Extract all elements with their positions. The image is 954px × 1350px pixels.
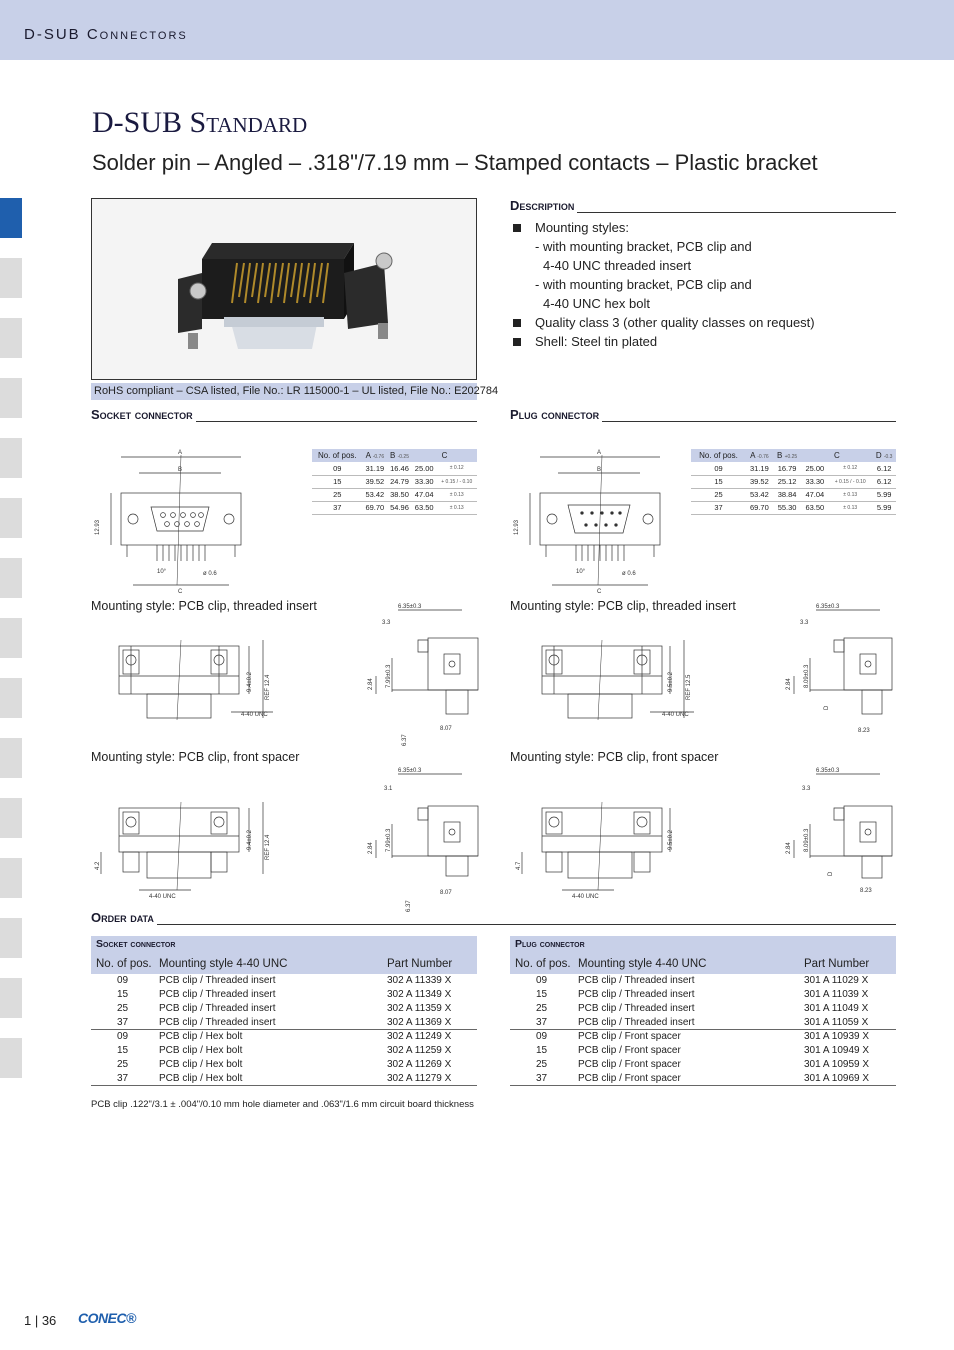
- socket-front-drawing: [91, 445, 251, 597]
- dimension-cell: 31.19: [746, 462, 773, 475]
- order-positions: 37: [117, 1073, 129, 1084]
- col-d: D -0.3: [872, 449, 896, 462]
- svg-text:8.07: 8.07: [440, 890, 452, 896]
- svg-text:6.35±0.3: 6.35±0.3: [816, 768, 840, 774]
- order-positions: 09: [117, 975, 129, 986]
- order-mounting-style: PCB clip / Threaded insert: [159, 975, 276, 986]
- order-positions: 15: [536, 1045, 548, 1056]
- order-positions: 25: [117, 1059, 129, 1070]
- dimension-cell: 69.70: [746, 501, 773, 514]
- order-positions: 09: [536, 1031, 548, 1042]
- svg-text:C: C: [597, 589, 602, 595]
- plug-spacer-top-drawing: [510, 770, 710, 900]
- svg-text:6.35±0.3: 6.35±0.3: [816, 604, 840, 610]
- side-tab[interactable]: [0, 558, 22, 598]
- svg-text:8.23: 8.23: [860, 888, 872, 894]
- order-mounting-style: PCB clip / Threaded insert: [578, 1003, 695, 1014]
- svg-text:B: B: [178, 467, 183, 473]
- svg-text:ø 0.6: ø 0.6: [622, 571, 636, 577]
- description-bullet: Mounting styles:: [510, 218, 896, 237]
- col-b: B -0.25: [387, 449, 412, 462]
- order-mounting-style: PCB clip / Front spacer: [578, 1073, 681, 1084]
- dimension-cell: 25: [691, 488, 746, 501]
- socket-dimension-table: [312, 449, 477, 515]
- order-positions: 37: [536, 1017, 548, 1028]
- plug-front-drawing: [510, 445, 670, 597]
- order-row: [510, 1044, 896, 1058]
- order-row: [510, 974, 896, 988]
- order-part-number: 301 A 10939 X: [804, 1031, 870, 1042]
- description-bullet: Quality class 3 (other quality classes on request): [510, 313, 896, 332]
- order-positions: 09: [117, 1031, 129, 1042]
- order-row: [91, 1044, 477, 1058]
- svg-text:6.35±0.3: 6.35±0.3: [398, 604, 422, 610]
- tolerance-cell: + 0.15 / - 0.10: [436, 475, 477, 488]
- dimension-cell: 5.99: [872, 488, 896, 501]
- page-number: 1 | 36: [24, 1313, 57, 1328]
- dimension-cell: 25.12: [773, 475, 802, 488]
- dimension-row: [312, 462, 477, 475]
- plug-order-header: Plug connector No. of pos. Mounting style 4-40 UNC Part Number: [510, 936, 896, 974]
- tolerance-cell: ± 0.12: [828, 462, 872, 475]
- order-mounting-style: PCB clip / Front spacer: [578, 1045, 681, 1056]
- svg-text:9.4±0.2: 9.4±0.2: [247, 672, 253, 692]
- col-c: C: [412, 449, 477, 462]
- dimension-cell: 39.52: [363, 475, 388, 488]
- svg-text:4-40 UNC: 4-40 UNC: [572, 894, 599, 900]
- dimension-cell: 63.50: [412, 501, 437, 514]
- dimension-cell: 15: [691, 475, 746, 488]
- order-row: [510, 1030, 896, 1044]
- side-tab[interactable]: [0, 258, 22, 298]
- plug-threaded-side-drawing: [780, 600, 896, 750]
- order-part-number: 302 A 11259 X: [387, 1045, 452, 1056]
- col-a: A -0.76: [746, 449, 773, 462]
- page-subtitle: Solder pin – Angled – .318"/7.19 mm – Stamped contacts – Plastic bracket: [92, 150, 818, 175]
- tolerance-cell: ± 0.13: [436, 501, 477, 514]
- order-positions: 15: [117, 989, 129, 1000]
- dimension-row: [691, 462, 896, 475]
- order-positions: 37: [117, 1017, 129, 1028]
- svg-text:REF 12.4: REF 12.4: [265, 674, 271, 700]
- order-part-number: 302 A 11349 X: [387, 989, 452, 1000]
- svg-text:A: A: [597, 450, 602, 456]
- svg-text:6.35±0.3: 6.35±0.3: [398, 768, 422, 774]
- side-tab[interactable]: [0, 1038, 22, 1078]
- svg-text:3.1: 3.1: [384, 786, 393, 792]
- order-part-number: 302 A 11279 X: [387, 1073, 452, 1084]
- svg-text:12.93: 12.93: [95, 519, 101, 535]
- plug-threaded-top-drawing: [510, 620, 710, 730]
- dimension-row: [312, 475, 477, 488]
- rohs-note: RoHS compliant – CSA listed, File No.: LR 115000-1 – UL listed, File No.: E202784: [91, 383, 477, 400]
- order-positions: 09: [536, 975, 548, 986]
- product-photo: [91, 198, 477, 380]
- svg-text:C: C: [178, 589, 183, 595]
- plug-dimension-table: [691, 449, 896, 515]
- svg-text:8.09±0.3: 8.09±0.3: [804, 664, 810, 688]
- tolerance-cell: ± 0.13: [828, 501, 872, 514]
- order-part-number: 302 A 11359 X: [387, 1003, 452, 1014]
- order-positions: 25: [536, 1059, 548, 1070]
- dimension-cell: 39.52: [746, 475, 773, 488]
- dimension-row: [691, 475, 896, 488]
- svg-text:D: D: [828, 871, 834, 876]
- svg-text:8.09±0.3: 8.09±0.3: [804, 828, 810, 852]
- tolerance-cell: ± 0.12: [436, 462, 477, 475]
- side-tab[interactable]: [0, 498, 22, 538]
- order-mounting-style: PCB clip / Threaded insert: [578, 1017, 695, 1028]
- svg-text:7.99±0.3: 7.99±0.3: [386, 828, 392, 852]
- svg-text:2.84: 2.84: [786, 842, 792, 854]
- col-b: B +0.25: [773, 449, 802, 462]
- order-part-number: 302 A 11339 X: [387, 975, 452, 986]
- side-tab[interactable]: [0, 618, 22, 658]
- description-subitem: 4-40 UNC hex bolt: [543, 296, 650, 311]
- socket-spacer-side-drawing: [362, 766, 480, 916]
- svg-text:4.2: 4.2: [95, 861, 101, 870]
- description-list: [510, 218, 896, 351]
- page-title: D-SUB Standard: [92, 106, 308, 139]
- order-row: [91, 1030, 477, 1044]
- description-bullet: Shell: Steel tin plated: [510, 332, 896, 351]
- order-row: [510, 1072, 896, 1086]
- order-mounting-style: PCB clip / Hex bolt: [159, 1059, 243, 1070]
- svg-text:9.4±0.2: 9.4±0.2: [247, 830, 253, 850]
- svg-text:3.3: 3.3: [800, 620, 809, 626]
- socket-order-header: Socket connector No. of pos. Mounting style 4-40 UNC Part Number: [91, 936, 477, 974]
- order-mounting-style: PCB clip / Threaded insert: [159, 1017, 276, 1028]
- dimension-row: [691, 488, 896, 501]
- dimension-cell: 09: [312, 462, 363, 475]
- order-mounting-style: PCB clip / Threaded insert: [159, 989, 276, 1000]
- order-positions: 15: [536, 989, 548, 1000]
- plug-order-table: [510, 936, 896, 1086]
- dimension-cell: 16.46: [387, 462, 412, 475]
- side-tab[interactable]: [0, 378, 22, 418]
- side-tab[interactable]: [0, 438, 22, 478]
- svg-text:10°: 10°: [576, 569, 586, 575]
- order-part-number: 301 A 10969 X: [804, 1073, 870, 1084]
- svg-text:4-40 UNC: 4-40 UNC: [662, 712, 689, 718]
- dimension-row: [691, 501, 896, 514]
- order-heading: Order data: [91, 910, 896, 925]
- svg-text:6.37: 6.37: [406, 900, 412, 912]
- side-tab[interactable]: [0, 858, 22, 898]
- dimension-cell: 25.00: [412, 462, 437, 475]
- col-positions: No. of pos.: [312, 449, 363, 462]
- order-mounting-style: PCB clip / Hex bolt: [159, 1073, 243, 1084]
- order-positions: 25: [536, 1003, 548, 1014]
- order-part-number: 301 A 11039 X: [804, 989, 869, 1000]
- order-mounting-style: PCB clip / Front spacer: [578, 1059, 681, 1070]
- order-part-number: 302 A 11269 X: [387, 1059, 452, 1070]
- dimension-cell: 09: [691, 462, 746, 475]
- dimension-cell: 15: [312, 475, 363, 488]
- svg-text:B: B: [597, 467, 602, 473]
- plug-caption-spacer: Mounting style: PCB clip, front spacer: [510, 750, 719, 764]
- plug-spacer-side-drawing: [780, 766, 896, 916]
- svg-text:9.5±0.2: 9.5±0.2: [668, 672, 674, 692]
- svg-text:7.99±0.3: 7.99±0.3: [386, 664, 392, 688]
- dimension-cell: 6.12: [872, 462, 896, 475]
- svg-text:A: A: [178, 450, 183, 456]
- dimension-cell: 6.12: [872, 475, 896, 488]
- description-subitem: 4-40 UNC threaded insert: [543, 258, 692, 273]
- plug-heading: Plug connector: [510, 407, 896, 422]
- dimension-cell: 63.50: [801, 501, 828, 514]
- side-tab[interactable]: [0, 798, 22, 838]
- socket-order-table: [91, 936, 477, 1086]
- svg-text:2.84: 2.84: [786, 678, 792, 690]
- svg-text:12.93: 12.93: [514, 519, 520, 535]
- order-positions: 15: [117, 1045, 129, 1056]
- svg-text:6.37: 6.37: [402, 734, 408, 746]
- svg-text:3.3: 3.3: [382, 620, 391, 626]
- order-part-number: 301 A 11029 X: [804, 975, 869, 986]
- description-subitem: - with mounting bracket, PCB clip and: [535, 277, 752, 292]
- side-tab[interactable]: [0, 318, 22, 358]
- order-row: [510, 1002, 896, 1016]
- dimension-cell: 47.04: [412, 488, 437, 501]
- side-tab[interactable]: [0, 918, 22, 958]
- tolerance-cell: ± 0.13: [436, 488, 477, 501]
- svg-text:2.84: 2.84: [368, 678, 374, 690]
- dimension-cell: 25.00: [801, 462, 828, 475]
- order-mounting-style: PCB clip / Front spacer: [578, 1031, 681, 1042]
- dimension-cell: 5.99: [872, 501, 896, 514]
- dimension-cell: 54.96: [387, 501, 412, 514]
- order-row: [91, 1016, 477, 1030]
- svg-text:2.84: 2.84: [368, 842, 374, 854]
- socket-spacer-top-drawing: [91, 770, 291, 900]
- svg-text:8.23: 8.23: [858, 728, 870, 734]
- socket-heading: Socket connector: [91, 407, 477, 422]
- svg-text:4-40 UNC: 4-40 UNC: [241, 712, 268, 718]
- dimension-cell: 31.19: [363, 462, 388, 475]
- order-part-number: 301 A 11049 X: [804, 1003, 869, 1014]
- order-part-number: 301 A 10949 X: [804, 1045, 870, 1056]
- order-mounting-style: PCB clip / Threaded insert: [159, 1003, 276, 1014]
- svg-text:3.3: 3.3: [802, 786, 811, 792]
- svg-text:9.5±0.2: 9.5±0.2: [668, 830, 674, 850]
- tolerance-cell: ± 0.13: [828, 488, 872, 501]
- side-tab[interactable]: [0, 738, 22, 778]
- dimension-cell: 16.79: [773, 462, 802, 475]
- socket-caption-spacer: Mounting style: PCB clip, front spacer: [91, 750, 300, 764]
- dimension-row: [312, 488, 477, 501]
- dimension-cell: 53.42: [746, 488, 773, 501]
- svg-text:D: D: [824, 705, 830, 710]
- order-positions: 37: [536, 1073, 548, 1084]
- order-row: [91, 1072, 477, 1086]
- socket-threaded-side-drawing: [362, 600, 480, 750]
- svg-text:4-40 UNC: 4-40 UNC: [149, 894, 176, 900]
- dimension-cell: 38.50: [387, 488, 412, 501]
- order-part-number: 302 A 11249 X: [387, 1031, 452, 1042]
- socket-threaded-top-drawing: [91, 620, 291, 730]
- dimension-cell: 37: [312, 501, 363, 514]
- col-positions: No. of pos.: [691, 449, 746, 462]
- order-part-number: 302 A 11369 X: [387, 1017, 452, 1028]
- section-title: D-SUB Connectors: [24, 26, 188, 43]
- dimension-cell: 33.30: [801, 475, 828, 488]
- dimension-cell: 55.30: [773, 501, 802, 514]
- pcb-clip-note: PCB clip .122"/3.1 ± .004"/0.10 mm hole diameter and .063"/1.6 mm circuit board thickness: [91, 1099, 474, 1110]
- side-tab[interactable]: [0, 678, 22, 718]
- header-band: [0, 0, 954, 60]
- order-row: [510, 1016, 896, 1030]
- svg-text:REF 12.5: REF 12.5: [686, 674, 692, 700]
- svg-text:ø 0.6: ø 0.6: [203, 571, 217, 577]
- description-heading: Description: [510, 198, 896, 213]
- order-row: [91, 974, 477, 988]
- order-mounting-style: PCB clip / Hex bolt: [159, 1031, 243, 1042]
- order-row: [510, 1058, 896, 1072]
- dimension-cell: 33.30: [412, 475, 437, 488]
- dimension-cell: 37: [691, 501, 746, 514]
- conec-logo: CONEC®: [78, 1310, 136, 1326]
- dimension-row: [312, 501, 477, 514]
- plug-caption-threaded: Mounting style: PCB clip, threaded insert: [510, 599, 736, 613]
- dimension-cell: 69.70: [363, 501, 388, 514]
- order-mounting-style: PCB clip / Threaded insert: [578, 975, 695, 986]
- dimension-cell: 25: [312, 488, 363, 501]
- svg-text:8.07: 8.07: [440, 726, 452, 732]
- order-positions: 25: [117, 1003, 129, 1014]
- dimension-cell: 47.04: [801, 488, 828, 501]
- svg-text:10°: 10°: [157, 569, 167, 575]
- dimension-cell: 53.42: [363, 488, 388, 501]
- order-mounting-style: PCB clip / Threaded insert: [578, 989, 695, 1000]
- socket-caption-threaded: Mounting style: PCB clip, threaded insert: [91, 599, 317, 613]
- description-subitem: - with mounting bracket, PCB clip and: [535, 239, 752, 254]
- order-part-number: 301 A 10959 X: [804, 1059, 870, 1070]
- order-part-number: 301 A 11059 X: [804, 1017, 869, 1028]
- order-row: [510, 988, 896, 1002]
- col-c: C: [801, 449, 872, 462]
- dimension-cell: 38.84: [773, 488, 802, 501]
- dimension-cell: 24.79: [387, 475, 412, 488]
- tolerance-cell: + 0.15 / - 0.10: [828, 475, 872, 488]
- order-mounting-style: PCB clip / Hex bolt: [159, 1045, 243, 1056]
- order-row: [91, 1058, 477, 1072]
- order-row: [91, 1002, 477, 1016]
- col-a: A -0.76: [363, 449, 388, 462]
- svg-text:4.7: 4.7: [516, 861, 522, 870]
- order-row: [91, 988, 477, 1002]
- side-tab[interactable]: [0, 978, 22, 1018]
- side-tab-active[interactable]: [0, 198, 22, 238]
- svg-text:REF 12.4: REF 12.4: [265, 834, 271, 860]
